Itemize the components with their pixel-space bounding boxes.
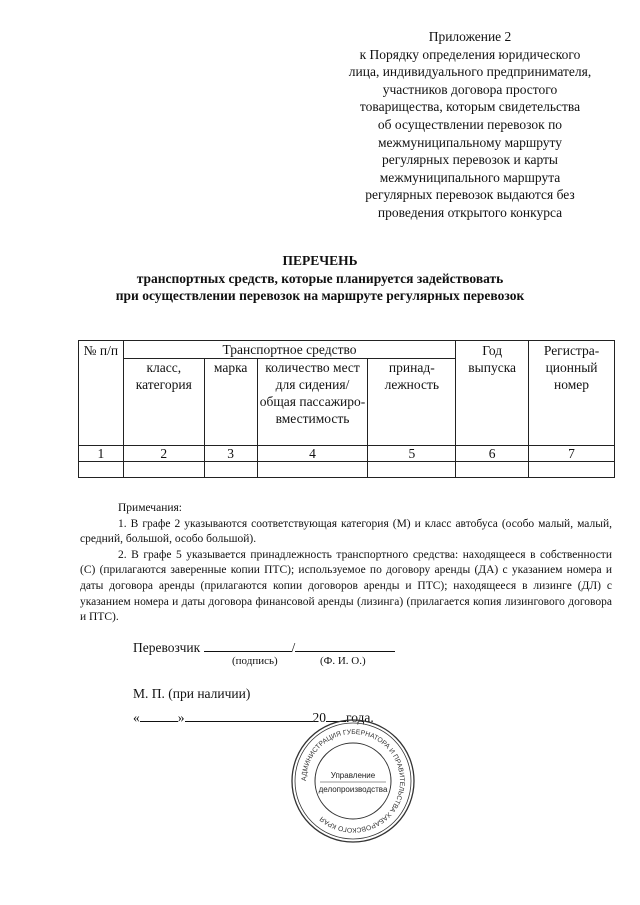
column-number: 2 [123, 446, 204, 462]
name-caption: (Ф. И. О.) [320, 655, 366, 667]
title-heading: ПЕРЕЧЕНЬ [282, 253, 358, 268]
signature-slash: / [291, 640, 296, 655]
appendix-line: межмуниципального маршрута [379, 169, 561, 185]
seal-ring-text: АДМИНИСТРАЦИЯ ГУБЕРНАТОРА И ПРАВИТЕЛЬСТВА ХАБАРОВСКОГО КРАЯ [300, 728, 406, 834]
day-line [140, 707, 178, 722]
open-quote: « [133, 710, 140, 725]
header-vehicle: Транспортное средство [123, 341, 455, 359]
column-number: 1 [79, 446, 124, 462]
header-reg-number: Регистра-ционный номер [529, 341, 615, 446]
header-ownership: принад-лежность [368, 359, 456, 446]
appendix-header [330, 28, 610, 222]
notes-heading: Примечания: [118, 502, 182, 514]
appendix-line: товарищества, которым свидетельства [359, 99, 581, 115]
empty-cell [456, 462, 529, 478]
seal-center-line-2: делопроизводства [318, 785, 388, 794]
title-line-2: при осуществлении перевозок на маршруте регулярных перевозок [115, 288, 525, 303]
note-1: 1. В графе 2 указываются соответствующая категория (М) и класс автобуса (особо малый, малый, средний, большой, особо большой). [80, 517, 612, 546]
seal-center-ring [315, 743, 391, 819]
appendix-line: Приложение 2 [428, 29, 512, 44]
empty-cell [529, 462, 615, 478]
header-num: № п/п [79, 341, 124, 446]
carrier-signature [133, 637, 395, 656]
appendix-line: регулярных перевозок и карты [382, 152, 558, 168]
seal-inner-ring [295, 723, 411, 839]
header-brand: марка [204, 359, 257, 446]
stamp-place: М. П. (при наличии) [133, 686, 251, 701]
year-word: года. [346, 710, 374, 725]
header-class: класс, категория [123, 359, 204, 446]
column-number: 3 [204, 446, 257, 462]
notes [80, 501, 612, 626]
seal-center-line-1: Управление [330, 771, 376, 780]
name-line [295, 637, 395, 652]
carrier-label: Перевозчик [133, 640, 201, 655]
signature-line [204, 637, 292, 652]
close-quote: » [177, 710, 185, 725]
column-number: 5 [368, 446, 456, 462]
signature-caption: (подпись) [232, 655, 278, 667]
empty-cell [368, 462, 456, 478]
column-number: 4 [257, 446, 368, 462]
appendix-line: к Порядку определения юридического [359, 46, 581, 62]
title-line-1: транспортных средств, которые планируется задействовать [136, 270, 504, 286]
century: 20 [312, 710, 326, 725]
official-seal [288, 716, 418, 846]
table-row [79, 462, 615, 478]
empty-cell [79, 462, 124, 478]
document-title [0, 252, 640, 305]
column-number: 7 [529, 446, 615, 462]
appendix-line: лица, индивидуального предпринимателя, [348, 64, 592, 80]
header-capacity: количество мест для сидения/общая пассажиро-вместимость [257, 359, 368, 446]
header-year: Год выпуска [456, 341, 529, 446]
column-number: 6 [456, 446, 529, 462]
seal-outer-ring [292, 720, 414, 842]
empty-cell [123, 462, 204, 478]
note-2: 2. В графе 5 указывается принадлежность транспортного средства: находящееся в собственности (С) (прилагаются заверенные копии ПТС); используемое по договору аренды (ДА) с указанием номера и даты договора аренды (прилагаются копии договоров аренды и ПТС); находящееся в лизинге (ДЛ) с указанием номера и даты договора финансовой аренды (лизинга) (прилагается копия лизингового договора и ПТС). [80, 548, 612, 624]
appendix-line: регулярных перевозок выдаются без [365, 187, 575, 203]
vehicles-table [78, 340, 615, 478]
appendix-line: об осуществлении перевозок по [377, 116, 563, 132]
appendix-line: участников договора простого [382, 81, 558, 97]
appendix-line: межмуниципальному маршруту [377, 134, 563, 150]
empty-cell [257, 462, 368, 478]
empty-cell [204, 462, 257, 478]
appendix-line: проведения открытого конкурса [377, 204, 563, 220]
